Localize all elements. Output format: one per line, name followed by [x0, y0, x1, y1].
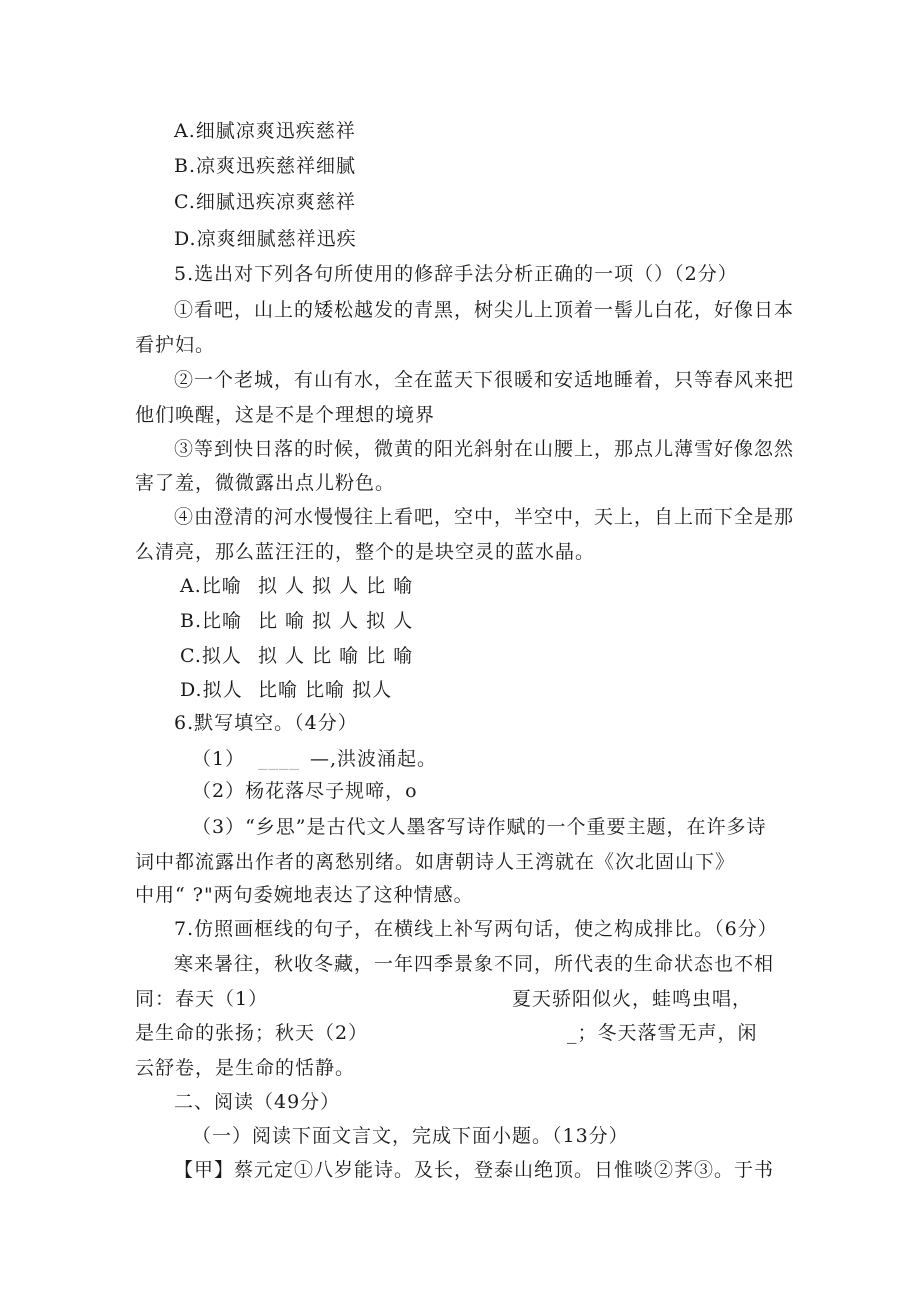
q5-option-a: [180, 574, 413, 598]
q5-option-text: 比喻 比喻 拟人: [258, 679, 393, 701]
q7-stem: 7.仿照画框线的句子，在横线上补写两句话，使之构成排比。（6分）: [174, 918, 778, 940]
q5-sentence-2-line-2: 他们唤醒，这是不是个理想的境界: [135, 404, 436, 426]
q6-part-2: （2）杨花落尽子规啼，o: [192, 780, 418, 802]
q5-option-text: 拟 人 比 喻 比 喻: [258, 645, 414, 667]
q5-sentence-3-line-1: ③等到快日落的时候，微黄的阳光斜射在山腰上，那点儿薄雪好像忽然: [174, 438, 795, 460]
q7-line-3-end: _；冬天落雪无声，闲: [567, 1022, 758, 1044]
q7-line-3-start: 是生命的张扬；秋天（2）: [135, 1022, 369, 1044]
q6-part-1: [192, 747, 437, 771]
q5-sentence-4-line-1: ④由澄清的河水慢慢往上看吧，空中，半空中，天上，自上而下全是那: [174, 506, 795, 528]
q5-option-b: [180, 609, 413, 633]
q6-part-3-line-1: （3）“乡思”是古代文人墨客写诗作赋的一个重要主题，在许多诗: [192, 816, 767, 838]
q7-line-1: 寒来暑往，秋收冬藏，一年四季景象不同，所代表的生命状态也不相: [174, 953, 775, 975]
q6-part-1-text: —,洪波涌起。: [310, 748, 438, 770]
q4-option-b: B.凉爽迅疾慈祥细腻: [174, 155, 357, 177]
section-2-title: 二、阅读（49分）: [174, 1091, 341, 1113]
q5-sentence-1-line-1: ①看吧，山上的矮松越发的青黑，树尖儿上顶着一髻儿白花，好像日本: [174, 299, 795, 321]
q7-line-4: 云舒卷，是生命的恬静。: [135, 1057, 356, 1079]
q5-option-letter: C.拟人: [180, 645, 242, 667]
q6-part-1-blank: ____: [258, 748, 300, 770]
q4-option-d: D.凉爽细腻慈祥迅疾: [174, 228, 357, 250]
q6-part-1-number: （1）: [192, 748, 246, 770]
q5-sentence-3-line-2: 害了羞，微微露出点儿粉色。: [135, 472, 396, 494]
q6-stem: 6.默写填空。（4分）: [174, 712, 358, 734]
q5-sentence-4-line-2: 么清亮，那么蓝汪汪的，整个的是块空灵的蓝水晶。: [135, 541, 596, 563]
q5-sentence-2-line-1: ②一个老城，有山有水，全在蓝天下很暖和安适地睡着，只等春风来把: [174, 369, 795, 391]
q5-option-text: 比 喻 拟 人 拟 人: [258, 610, 414, 632]
section-2-sub-1: （一）阅读下面文言文，完成下面小题。（13分）: [192, 1125, 629, 1147]
q5-sentence-1-line-2: 看护妇。: [135, 334, 216, 356]
q4-option-c: C.细腻迅疾凉爽慈祥: [174, 191, 356, 213]
q5-option-d: [180, 678, 392, 702]
q5-option-c: [180, 644, 413, 668]
q5-option-letter: A.比喻: [180, 575, 242, 597]
q5-stem: 5.选出对下列各句所使用的修辞手法分析正确的一项（）（2分）: [174, 263, 738, 285]
q6-part-3-line-3: 中用“ ?"两句委婉地表达了这种情感。: [135, 884, 474, 906]
q4-option-a: A.细腻凉爽迅疾慈祥: [174, 120, 356, 142]
q7-line-2-start: 同：春天（1）: [135, 988, 269, 1010]
section-2-passage-jia: 【甲】蔡元定①八岁能诗。及长，登泰山绝顶。日惟啖②荠③。于书: [174, 1159, 775, 1181]
q6-part-3-line-2: 词中都流露出作者的离愁别绪。如唐朝诗人王湾就在《次北固山下》: [135, 851, 736, 873]
q5-option-letter: B.比喻: [180, 610, 243, 632]
q5-option-text: 拟 人 拟 人 比 喻: [258, 575, 414, 597]
q7-line-2-end: 夏天骄阳似火，蛙鸣虫唱，: [512, 988, 753, 1010]
q5-option-letter: D.拟人: [180, 679, 243, 701]
